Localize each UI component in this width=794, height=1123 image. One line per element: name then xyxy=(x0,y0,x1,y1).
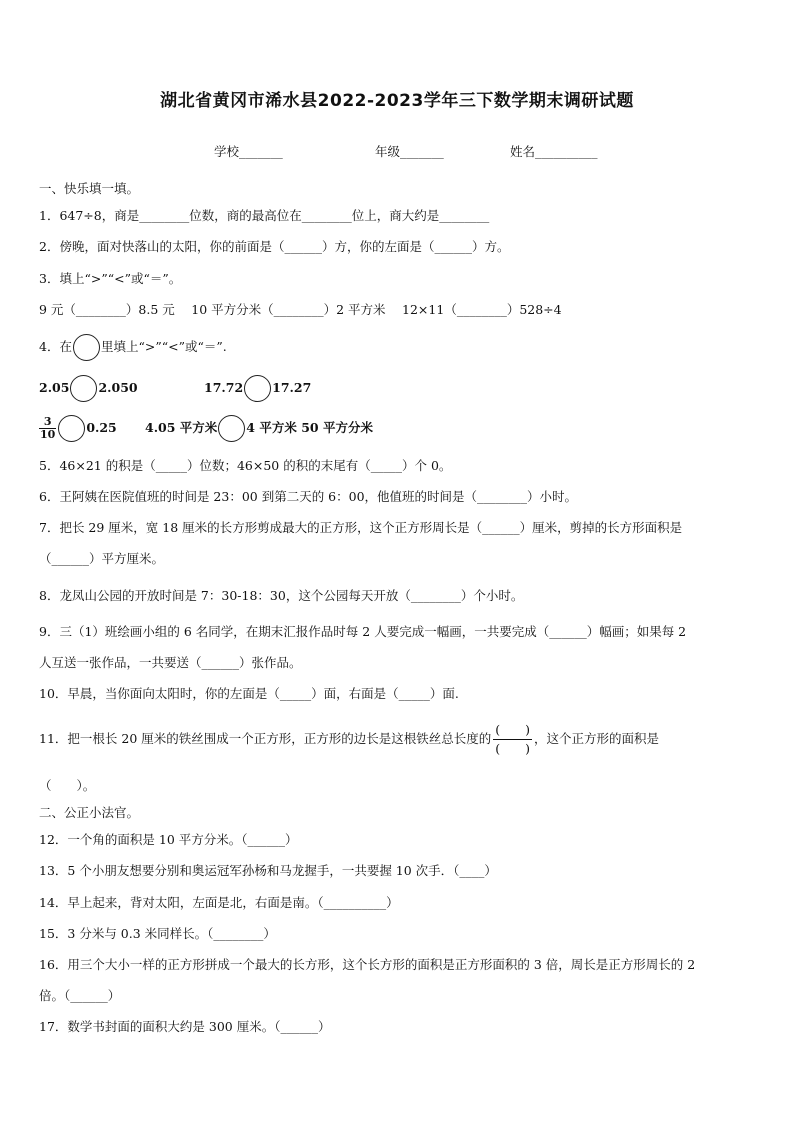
question-4-suffix: 里填上“>”“<”或“＝”. xyxy=(100,339,227,354)
question-12: 12．一个角的面积是 10 平方分米。（______） xyxy=(39,832,298,847)
question-3: 3．填上“>”“<”或“＝”。 xyxy=(39,271,182,286)
question-11-suffix: ，这个正方形的面积是 xyxy=(534,731,660,746)
question-13: 13．5 个小朋友想要分别和奥运冠军孙杨和马龙握手，一共要握 10 次手．（____） xyxy=(39,863,497,878)
question-17: 17．数学书封面的面积大约是 300 厘米。（______） xyxy=(39,1019,331,1034)
section-heading: 一、快乐填一填。 xyxy=(39,181,140,196)
compare-right: 2.050 xyxy=(98,380,138,395)
compare-right: 17.27 xyxy=(272,380,312,395)
school-field[interactable]: 学校_______ xyxy=(214,144,283,159)
question-9-cont: 人互送一张作品，一共要送（______）张作品。 xyxy=(39,655,302,670)
question-14: 14．早上起来，背对太阳，左面是北，右面是南。（__________） xyxy=(39,895,399,910)
question-1: 1．647÷8，商是________位数，商的最高位在________位上，商大约是________ xyxy=(39,208,490,223)
answer-circle[interactable] xyxy=(73,334,100,361)
question-4-prefix: 4．在 xyxy=(39,339,72,354)
answer-circle[interactable] xyxy=(58,415,85,442)
compare-left: 17.72 xyxy=(204,380,244,395)
question-6: 6．王阿姨在医院值班的时间是 23：00 到第二天的 6：00，他值班的时间是（________）小时。 xyxy=(39,489,578,504)
question-15: 15．3 分米与 0.3 米同样长。（________） xyxy=(39,926,276,941)
question-16-cont: 倍。（______） xyxy=(39,988,121,1003)
question-2: 2．傍晚，面对快落山的太阳，你的前面是（______）方，你的左面是（______）方。 xyxy=(39,239,510,254)
name-field[interactable]: 姓名__________ xyxy=(510,144,598,159)
grade-field[interactable]: 年级_______ xyxy=(375,144,444,159)
compare-left: 2.05 xyxy=(39,380,70,395)
question-10: 10．早晨，当你面向太阳时，你的左面是（_____）面，右面是（_____）面. xyxy=(39,686,459,701)
answer-circle[interactable] xyxy=(218,415,245,442)
question-7: 7．把长 29 厘米，宽 18 厘米的长方形剪成最大的正方形，这个正方形周长是（______）厘米，剪掉的长方形面积是 xyxy=(39,520,683,535)
question-7-cont: （______）平方厘米。 xyxy=(39,551,165,566)
fraction: $\frac{3}{10}$ xyxy=(40,415,56,441)
question-4-row-2b xyxy=(145,414,373,442)
question-9: 9．三（1）班绘画小组的 6 名同学，在期末汇报作品时每 2 人要完成一幅画，一共要完成（______）幅画；如果每 2 xyxy=(39,624,687,639)
fraction-blank[interactable]: ( ) ( ) xyxy=(495,722,531,756)
question-8: 8．龙凤山公园的开放时间是 7：30-18：30，这个公园每天开放（________）个小时。 xyxy=(39,588,524,603)
question-4-row-1 xyxy=(39,375,138,402)
question-11-prefix: 11．把一根长 20 厘米的铁丝围成一个正方形，正方形的边长是这根铁丝总长度的 xyxy=(39,731,492,746)
question-11 xyxy=(39,720,659,758)
answer-circle[interactable] xyxy=(244,375,271,402)
compare-right: 0.25 xyxy=(86,420,117,435)
question-4-row-1b xyxy=(204,375,311,402)
compare-left: 4.05 平方米 xyxy=(145,420,218,435)
question-5: 5．46×21 的积是（_____）位数；46×50 的积的末尾有（_____）个 0。 xyxy=(39,458,452,473)
answer-circle[interactable] xyxy=(70,375,97,402)
section-heading: 二、公正小法官。 xyxy=(39,805,140,820)
question-11-cont: （ ）。 xyxy=(39,778,96,793)
question-3-items: 9 元（________）8.5 元 10 平方分米（________）2 平方米 12×11（________）528÷4 xyxy=(39,302,562,317)
compare-right: 4 平方米 50 平方分米 xyxy=(246,420,373,435)
page-title: 湖北省黄冈市浠水县2022-2023学年三下数学期末调研试题 xyxy=(160,91,634,111)
question-4-row-2 xyxy=(39,414,117,442)
question-4 xyxy=(39,334,227,361)
question-16: 16．用三个大小一样的正方形拼成一个最大的长方形，这个长方形的面积是正方形面积的 3 倍，周长是正方形周长的 2 xyxy=(39,957,696,972)
